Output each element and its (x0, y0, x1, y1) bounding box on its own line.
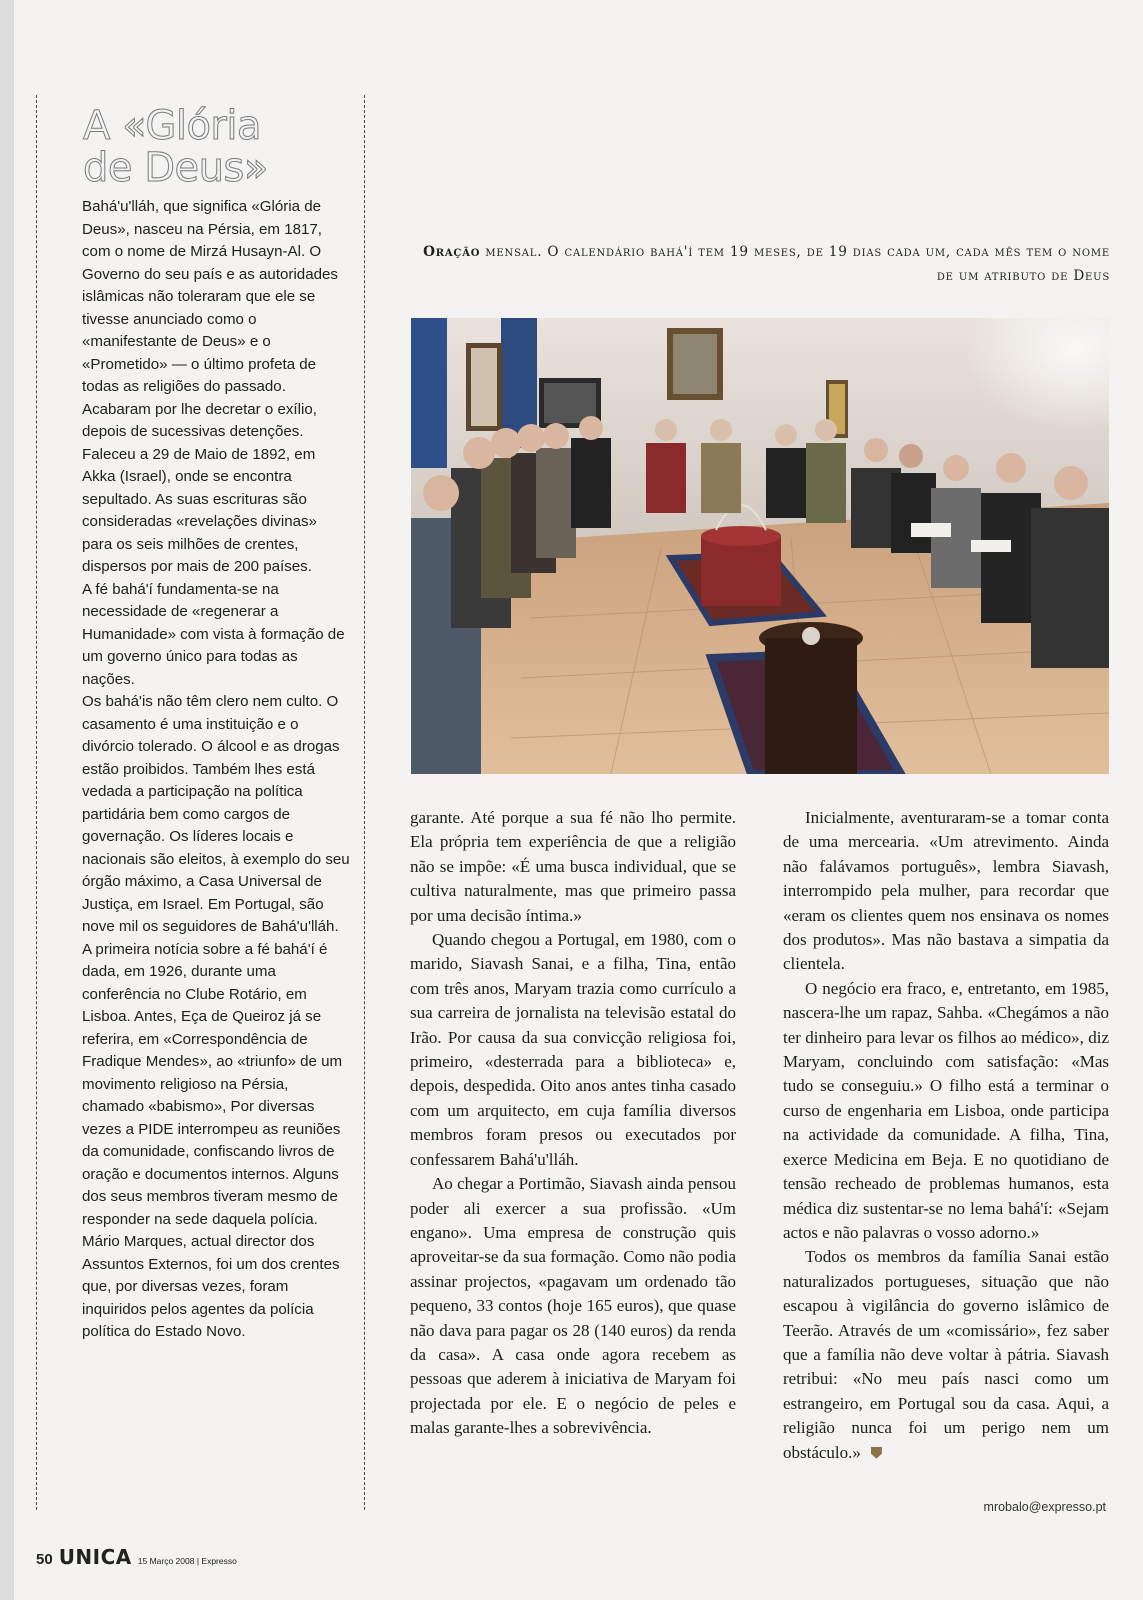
issue-date: 15 Março 2008 | Expresso (137, 1556, 237, 1566)
article-paragraph: O negócio era fraco, e, entretanto, em 1985, nascera-lhe um rapaz, Sahba. «Chegámos a não ter dinheiro para levar os filhos ao médico», diz Maryam, concluindo com satisfação: «Mas tudo se conseguiu.» O filho está a terminar o curso de engenharia em Lisboa, onde participa na actividade da comunidade. A filha, Tina, exerce Medicina em Beja. E no quotidiano de tensão recheado de problemas humanos, esta médica diz sustentar-se no lema bahá'í: «Sejam actos e não palavras o vosso adorno.» (783, 978, 1109, 1242)
magazine-logo: UNICA (58, 1545, 132, 1569)
sidebar-title-line: de Deus» (83, 145, 268, 191)
article-paragraph-text: Todos os membros da família Sanai estão naturalizados portugueses, situação que não escapou à vigilância do governo islâmico de Teerão. Através de um «comissário», fez saber que a família não deve voltar à pátria. Siavash retribui: «No meu país nasci como um estrangeiro, em Portugal sou da casa. Aqui, a religião nunca foi um perigo nem um obstáculo.» (783, 1247, 1109, 1462)
page-footer (36, 1545, 237, 1569)
article-paragraph (783, 1245, 1109, 1465)
article-paragraph: Ao chegar a Portimão, Siavash ainda pensou poder ali exercer a sua profissão. «Um engano». Uma empresa de construção quis aproveitar-se da sua formação. Como não podia assinar projectos, «pagavam um ordenado tão pequeno, 33 contos (hoje 165 euros), que quase não dava para pagar os 28 (140 euros) da renda da casa». A casa onde agora recebem as pessoas que aderem à iniciativa de Maryam foi projectada por ele. E o negócio de peles e malas garante-lhes a sobrevivência. (410, 1174, 736, 1438)
article-paragraph: Inicialmente, aventuraram-se a tomar conta de uma mercearia. «Um atrevimento. Ainda não falávamos português», lembra Siavash, interrompido pela mulher, para recordar que «eram os clientes quem nos ensinava os nomes dos produtos». Mas não bastava a simpatia da clientela. (783, 808, 1109, 974)
article-column-2 (783, 806, 1109, 1465)
article-paragraph: Quando chegou a Portugal, em 1980, com o marido, Siavash Sanai, e a filha, Tina, então com três anos, Maryam trazia como currículo a sua carreira de jornalista na televisão estatal do Irão. Por causa da sua convicção religiosa foi, primeiro, «desterrada para a biblioteca» e, depois, despedida. Oito anos antes tinha casado com um arquitecto, em cuja família diversos membros foram presos ou executados por confessarem Bahá'u'lláh. (410, 930, 736, 1169)
sidebar-right-rule (364, 95, 365, 1510)
page-number: 50 (36, 1551, 53, 1568)
meeting-photo-illustration (411, 318, 1109, 774)
sidebar-title (83, 105, 268, 189)
sidebar-paragraph: Os bahá'is não têm clero nem culto. O casamento é uma instituição e o divórcio tolerado. O álcool e as drogas estão proibidos. Também lhes está vedada a participação na política partidária bem como cargos de governação. Os líderes locais e nacionais são eleitos, à exemplo do seu órgão máximo, a Casa Universal de Justiça, em Israel. Em Portugal, são nove mil os seguidores de Bahá'u'lláh. A primeira notícia sobre a fé bahá'í é dada, em 1926, durante uma conferência no Clube Rotário, em Lisboa. Antes, Eça de Queiroz já se referira, em «Correspondência de Fradique Mendes», ao «triunfo» de um movimento religioso na Pérsia, chamado «babismo», Por diversas vezes a PIDE interrompeu as reuniões da comunidade, confiscando livros de oração e documentos internos. Alguns dos seus membros tiveram mesmo de responder na sede daquela polícia. Mário Marques, actual director dos Assuntos Externos, foi um dos crentes que, por diversas vezes, foram inquiridos pelos agentes da polícia política do Estado Novo. (82, 693, 350, 1340)
sidebar-body (82, 196, 350, 1344)
page-binding-edge (0, 0, 14, 1600)
article-column-1 (410, 806, 736, 1441)
sidebar-title-line: A «Glória (83, 103, 261, 149)
sidebar-left-rule (36, 95, 37, 1510)
caption-text: mensal. O calendário bahá'í tem 19 meses, de 19 dias cada um, cada mês tem o nome de um atributo de Deus (480, 244, 1110, 284)
sidebar-paragraph: A fé bahá'í fundamenta-se na necessidade de «regenerar a Humanidade» com vista à formação de um governo único para todas as nações. (82, 580, 345, 688)
caption-lead: Oração (423, 244, 481, 260)
meeting-photo (411, 318, 1109, 774)
photo-caption (410, 240, 1110, 288)
end-of-article-icon (871, 1447, 882, 1459)
article-paragraph: garante. Até porque a sua fé não lho permite. Ela própria tem experiência de que a religião não se impõe: «É uma busca individual, que se cultiva naturalmente, mas que primeiro passa por uma decisão íntima.» (410, 808, 736, 925)
sidebar-paragraph: Bahá'u'lláh, que significa «Glória de Deus», nasceu na Pérsia, em 1817, com o nome de Mirzá Husayn-Al. O Governo do seu país e as autoridades islâmicas não toleraram que ele se tivesse anunciado como o «manifestante de Deus» e o «Prometido» — o último profeta de todas as religiões do passado. Acabaram por lhe decretar o exílio, depois de sucessivas detenções. Faleceu a 29 de Maio de 1892, em Akka (Israel), onde se encontra sepultado. As suas escrituras são consideradas «revelações divinas» para os seis milhões de crentes, dispersos por mais de 200 países. (82, 198, 338, 575)
author-email[interactable]: mrobalo@expresso.pt (983, 1500, 1106, 1514)
